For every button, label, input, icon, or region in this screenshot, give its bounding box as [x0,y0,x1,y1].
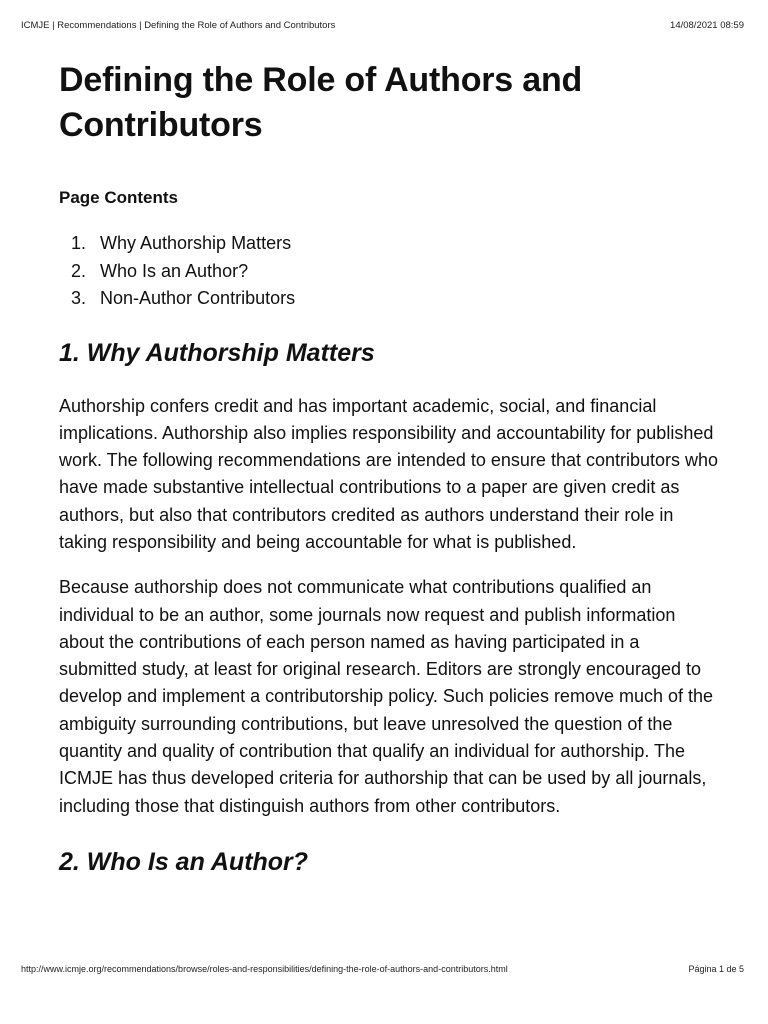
table-of-contents [59,230,719,313]
page-title: Defining the Role of Authors and Contributors [59,61,583,144]
section-heading-who-is-an-author: 2. Who Is an Author? [59,847,309,876]
print-header [21,18,744,32]
toc-item-number: 2. [71,260,87,281]
print-footer-page-info: Página 1 de 5 [688,964,744,974]
article-content [59,58,719,878]
toc-link-why-authorship-matters[interactable]: Why Authorship Matters [100,233,292,253]
toc-item-number: 1. [71,233,87,253]
toc-link-who-is-an-author[interactable]: Who Is an Author? [100,260,249,281]
section-paragraph: Authorship confers credit and has important academic, social, and financial implications. Authorship also implies responsibility and accountability for published work. The following recommendations are intended to ensure that contributors who have made substantive intellectual contributions to a paper are given credit as authors, but also that contributors credited as authors understand their role in taking responsibility and being accountable for what is published. [59,395,719,552]
print-footer-url: http://www.icmje.org/recommendations/browse/roles-and-responsibilities/defining-the-role-of-authors-and-contributors.html [21,964,508,974]
print-header-title: ICMJE | Recommendations | Defining the Role of Authors and Contributors [21,19,336,31]
print-header-datetime: 14/08/2021 08:59 [670,19,744,31]
print-footer [21,962,744,976]
toc-item [59,258,719,286]
toc-item-number: 3. [71,288,87,308]
toc-heading: Page Contents [59,188,179,207]
toc-link-non-author-contributors[interactable]: Non-Author Contributors [100,288,296,308]
toc-item [59,285,719,313]
section-paragraph: Because authorship does not communicate what contributions qualified an individual to be an author, some journals now request and publish information about the contributions of each person named as having participated in a submitted study, at least for original research. Editors are strongly encouraged to develop and implement a contributorship policy. Such policies remove much of the ambiguity surrounding contributions, but leave unresolved the question of the quantity and quality of contribution that qualify an individual for authorship. The ICMJE has thus developed criteria for authorship that can be used by all journals, including those that distinguish authors from other contributors. [59,577,714,816]
toc-item [59,230,719,258]
section-heading-why-authorship-matters: 1. Why Authorship Matters [59,338,375,367]
